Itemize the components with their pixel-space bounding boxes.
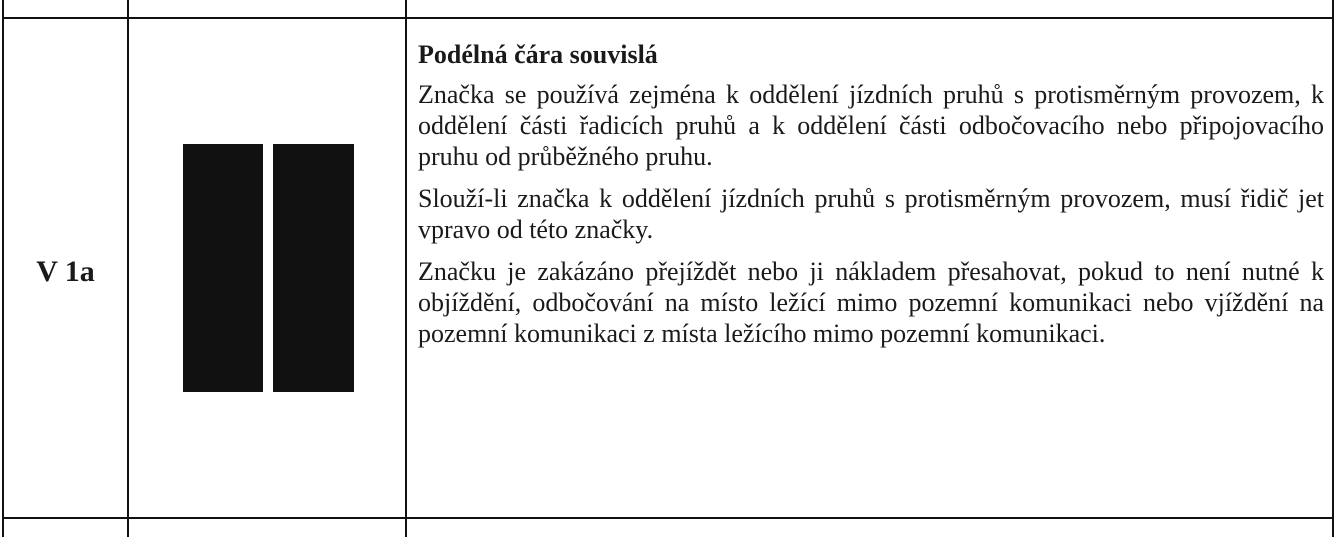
line-bar-left bbox=[183, 144, 263, 392]
description-paragraph: Značka se používá zejména k oddělení jízdních pruhů s protisměrným provozem, k oddělení části řadicích pruhů a k oddělení části odbočovacího nebo připojovacího pruhu od průběžného pruhu. bbox=[418, 80, 1324, 171]
sign-symbol-cell bbox=[129, 19, 405, 517]
sign-title: Podélná čára souvislá bbox=[418, 40, 658, 69]
description-paragraph: Slouží-li značka k oddělení jízdních pruhů s protisměrným provozem, musí řidič jet vpravo od této značky. bbox=[418, 184, 1324, 244]
sign-code-cell bbox=[4, 19, 127, 517]
sign-code: V 1a bbox=[36, 255, 95, 288]
description-paragraph: Značku je zakázáno přejíždět nebo ji nákladem přesahovat, pokud to není nutné k objíždění, odbočování na místo ležící mimo pozemní komunikaci nebo vjíždění na pozemní komunikaci z místa ležícího mimo pozemní komunikaci. bbox=[418, 257, 1324, 348]
sign-description-cell bbox=[407, 19, 1334, 517]
row-border-bottom bbox=[4, 517, 1332, 519]
line-bar-right bbox=[273, 144, 354, 392]
sign-table bbox=[2, 0, 1334, 537]
